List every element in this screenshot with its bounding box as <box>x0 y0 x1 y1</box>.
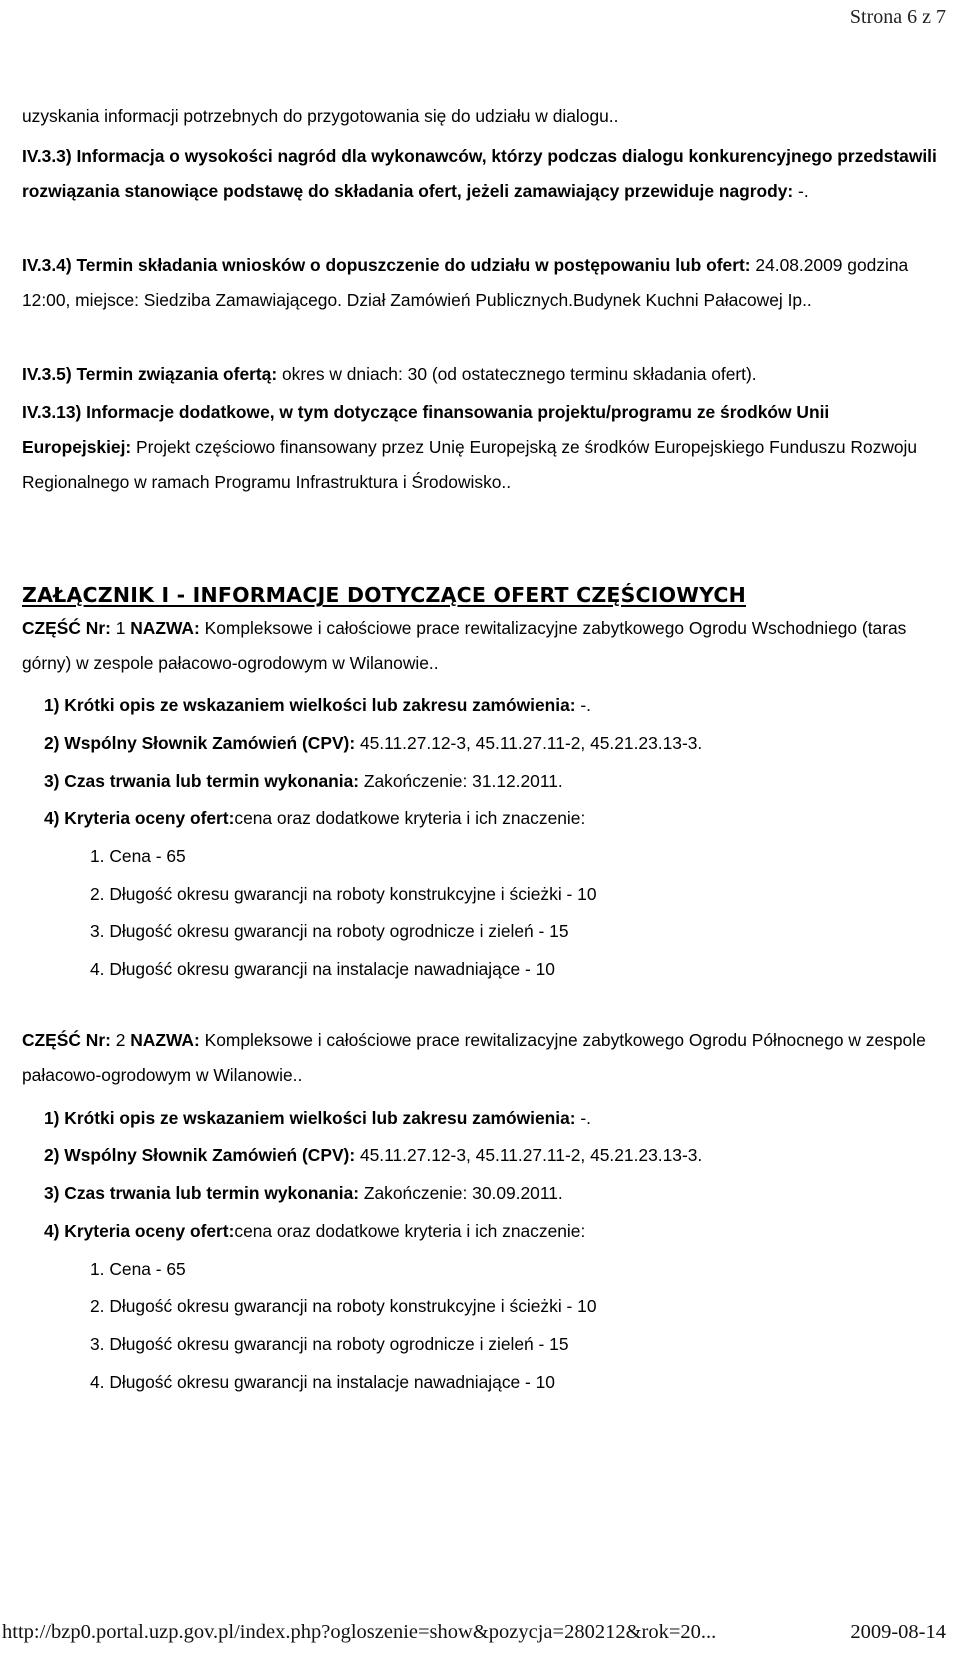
section-iv-3-3 <box>22 139 942 209</box>
part-2-description-value: -. <box>575 1108 592 1128</box>
annex-heading: ZAŁĄCZNIK I - INFORMACJE DOTYCZĄCE OFERT CZĘŚCIOWYCH <box>22 583 746 607</box>
section-iv-3-5-value: okres w dniach: 30 (od ostatecznego terminu składania ofert). <box>277 364 757 384</box>
part-1-criterion: 4. Długość okresu gwarancji na instalacje nawadniające - 10 <box>90 959 555 979</box>
part-2-name-label: NAZWA: <box>130 1030 200 1050</box>
footer-date: 2009-08-14 <box>850 1621 946 1643</box>
part-2-cpv <box>44 1138 702 1173</box>
section-iv-3-3-label: IV.3.3) Informacja o wysokości nagród dla wykonawców, którzy podczas dialogu konkurencyjnego przedstawili rozwiązania stanowiące podstawę do składania ofert, jeżeli zamawiający przewiduje nagrody: <box>22 146 937 201</box>
part-1-duration <box>44 764 563 799</box>
part-1-criterion: 3. Długość okresu gwarancji na roboty ogrodnicze i zieleń - 15 <box>90 921 569 941</box>
intro-line <box>22 99 942 134</box>
section-iv-3-4-value: 24.08.2009 godzina 12:00, miejsce: Siedziba Zamawiającego. Dział Zamówień Publicznych.Budynek Kuchni Pałacowej Ip.. <box>22 255 909 310</box>
part-2-criteria-value: cena oraz dodatkowe kryteria i ich znaczenie: <box>234 1221 586 1241</box>
part-2-name-value: Kompleksowe i całościowe prace rewitalizacyjne zabytkowego Ogrodu Północnego w zespole pałacowo-ogrodowym w Wilanowie.. <box>22 1030 926 1085</box>
section-iv-3-5 <box>22 357 942 392</box>
part-1-description <box>44 688 591 723</box>
part-2-criterion: 4. Długość okresu gwarancji na instalacje nawadniające - 10 <box>90 1372 555 1392</box>
part-1-cpv <box>44 726 702 761</box>
section-iv-3-4-label: IV.3.4) Termin składania wniosków o dopuszczenie do udziału w postępowaniu lub ofert: <box>22 255 751 275</box>
part-1-criteria <box>44 801 585 836</box>
part-2-criteria-label: 4) Kryteria oceny ofert: <box>44 1221 235 1241</box>
part-2-description <box>44 1101 591 1136</box>
part-2-duration-value: Zakończenie: 30.09.2011. <box>359 1183 563 1203</box>
section-iv-3-13-label: IV.3.13) Informacje dodatkowe, w tym dotyczące finansowania projektu/programu ze środków Unii Europejskiej: <box>22 402 830 457</box>
part-1-description-value: -. <box>575 695 592 715</box>
part-2-criterion: 2. Długość okresu gwarancji na roboty konstrukcyjne i ścieżki - 10 <box>90 1296 597 1316</box>
part-2-cpv-value: 45.11.27.12-3, 45.11.27.11-2, 45.21.23.13-3. <box>355 1145 703 1165</box>
page-number: Strona 6 z 7 <box>849 6 946 28</box>
intro-text: uzyskania informacji potrzebnych do przygotowania się do udziału w dialogu.. <box>22 106 619 126</box>
part-2-header <box>22 1023 942 1093</box>
section-iv-3-13 <box>22 395 942 500</box>
part-1-criterion: 1. Cena - 65 <box>90 846 186 866</box>
part-2-description-label: 1) Krótki opis ze wskazaniem wielkości lub zakresu zamówienia: <box>44 1108 576 1128</box>
part-1-label: CZĘŚĆ Nr: <box>22 618 111 638</box>
part-1-name-label: NAZWA: <box>130 618 200 638</box>
part-2-label: CZĘŚĆ Nr: <box>22 1030 111 1050</box>
part-1-cpv-label: 2) Wspólny Słownik Zamówień (CPV): <box>44 733 356 753</box>
footer-url: http://bzp0.portal.uzp.gov.pl/index.php?ogloszenie=show&pozycja=280212&rok=20... <box>2 1621 717 1643</box>
part-2-criteria <box>44 1214 585 1249</box>
part-1-duration-label: 3) Czas trwania lub termin wykonania: <box>44 771 360 791</box>
part-2-cpv-label: 2) Wspólny Słownik Zamówień (CPV): <box>44 1145 356 1165</box>
part-2-duration <box>44 1176 563 1211</box>
section-iv-3-4 <box>22 248 942 318</box>
part-2-criterion: 1. Cena - 65 <box>90 1259 186 1279</box>
part-2-criterion: 3. Długość okresu gwarancji na roboty ogrodnicze i zieleń - 15 <box>90 1334 569 1354</box>
part-1-criteria-value: cena oraz dodatkowe kryteria i ich znaczenie: <box>234 808 586 828</box>
part-1-number: 1 <box>110 618 131 638</box>
part-1-duration-value: Zakończenie: 31.12.2011. <box>359 771 563 791</box>
section-iv-3-5-label: IV.3.5) Termin związania ofertą: <box>22 364 278 384</box>
part-1-header <box>22 611 942 681</box>
section-iv-3-3-value: -. <box>793 181 809 201</box>
part-1-description-label: 1) Krótki opis ze wskazaniem wielkości lub zakresu zamówienia: <box>44 695 576 715</box>
part-1-criteria-label: 4) Kryteria oceny ofert: <box>44 808 235 828</box>
part-2-number: 2 <box>110 1030 131 1050</box>
section-iv-3-13-value: Projekt częściowo finansowany przez Unię Europejską ze środków Europejskiego Funduszu Rozwoju Regionalnego w ramach Programu Infrastruktura i Środowisko.. <box>22 437 918 492</box>
part-1-criterion: 2. Długość okresu gwarancji na roboty konstrukcyjne i ścieżki - 10 <box>90 884 597 904</box>
part-1-name-value: Kompleksowe i całościowe prace rewitalizacyjne zabytkowego Ogrodu Wschodniego (taras górny) w zespole pałacowo-ogrodowym w Wilanowie.. <box>22 618 907 673</box>
part-1-cpv-value: 45.11.27.12-3, 45.11.27.11-2, 45.21.23.13-3. <box>355 733 703 753</box>
part-2-duration-label: 3) Czas trwania lub termin wykonania: <box>44 1183 360 1203</box>
